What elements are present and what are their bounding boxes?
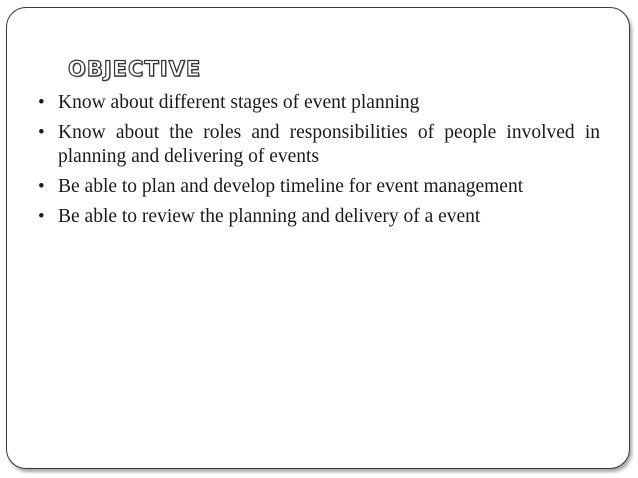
bullet-item [38,91,600,115]
bullet-item [38,205,600,229]
bullet-icon: • [38,92,45,113]
bullet-text: Know about different stages of event planning [58,92,420,113]
bullet-list [38,91,600,235]
bullet-text: Be able to plan and develop timeline for event management [58,176,524,197]
bullet-icon: • [38,206,45,227]
slide-title: objective [68,49,202,84]
bullet-icon: • [38,122,45,143]
bullet-text: Be able to review the planning and delivery of a event [58,206,481,227]
bullet-text: Know about the roles and responsibilities of people involved in planning and delivering of events [58,122,600,167]
bullet-icon: • [38,176,45,197]
bullet-item [38,175,600,199]
bullet-item [38,121,600,169]
